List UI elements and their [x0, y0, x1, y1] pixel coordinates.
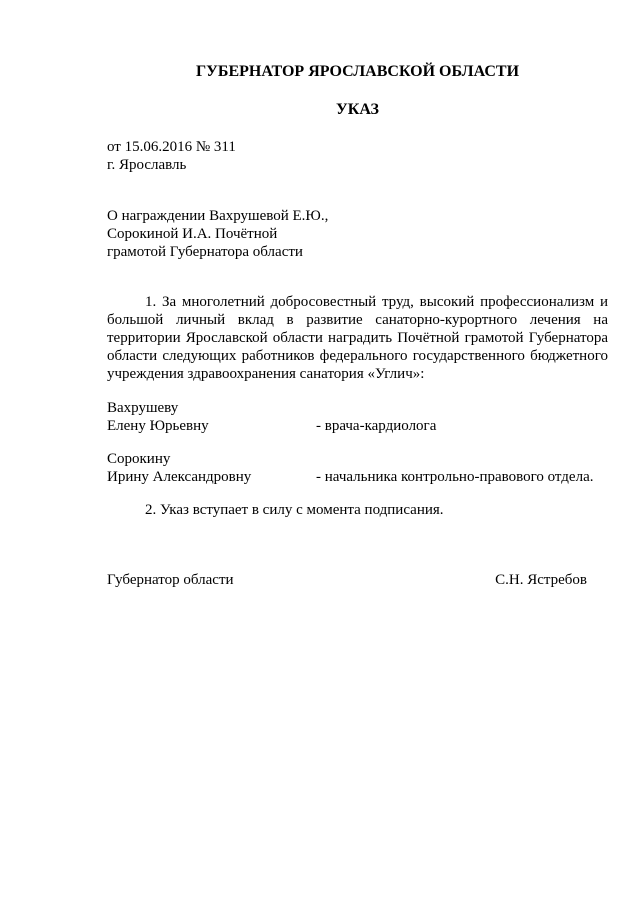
awardee-given-names: Ирину Александровну	[107, 469, 252, 485]
awardee-entry	[107, 399, 608, 435]
document-type-heading: УКАЗ	[336, 101, 379, 118]
signatory-name: С.Н. Ястребов	[495, 572, 587, 588]
signature-block	[107, 571, 608, 589]
issuer-heading: ГУБЕРНАТОР ЯРОСЛАВСКОЙ ОБЛАСТИ	[195, 63, 520, 80]
awardee-surname-row	[107, 450, 608, 468]
decree-date-number: от 15.06.2016 № 311	[107, 139, 236, 155]
awardee-given-names: Елену Юрьевну	[107, 418, 209, 434]
clause-1-line: 1. За многолетний добросовестный труд, высокий профессионализм и	[145, 294, 608, 310]
clause-1-line: большой личный вклад в развитие санаторно-курортного лечения на	[107, 312, 608, 328]
awardee-position: - врача-кардиолога	[316, 418, 437, 434]
awardee-surname: Вахрушеву	[107, 400, 179, 416]
awardee-name-row	[107, 468, 608, 486]
decree-city: г. Ярославль	[107, 157, 187, 173]
awardee-position: - начальника контрольно-правового отдела.	[316, 469, 594, 485]
signatory-title: Губернатор области	[107, 572, 234, 588]
subject-line: грамотой Губернатора области	[107, 244, 303, 260]
subject-line: Сорокиной И.А. Почётной	[107, 226, 278, 242]
awardee-surname-row	[107, 399, 608, 417]
clause-1-line: учреждения здравоохранения санатория «Углич»:	[107, 366, 425, 382]
document-body	[107, 62, 608, 589]
awardee-surname: Сорокину	[107, 451, 171, 467]
decree-meta	[107, 138, 608, 174]
subject-line: О награждении Вахрушевой Е.Ю.,	[107, 208, 329, 224]
decree-subject	[107, 207, 608, 261]
clause-2: 2. Указ вступает в силу с момента подписания.	[145, 502, 444, 518]
clause-1-line: территории Ярославской области наградить Почётной грамотой Губернатора	[107, 330, 608, 346]
awardee-entry	[107, 450, 608, 486]
awardee-name-row	[107, 417, 608, 435]
clause-1-line: области следующих работников федерального государственного бюджетного	[107, 348, 608, 364]
clause-1	[107, 293, 608, 383]
